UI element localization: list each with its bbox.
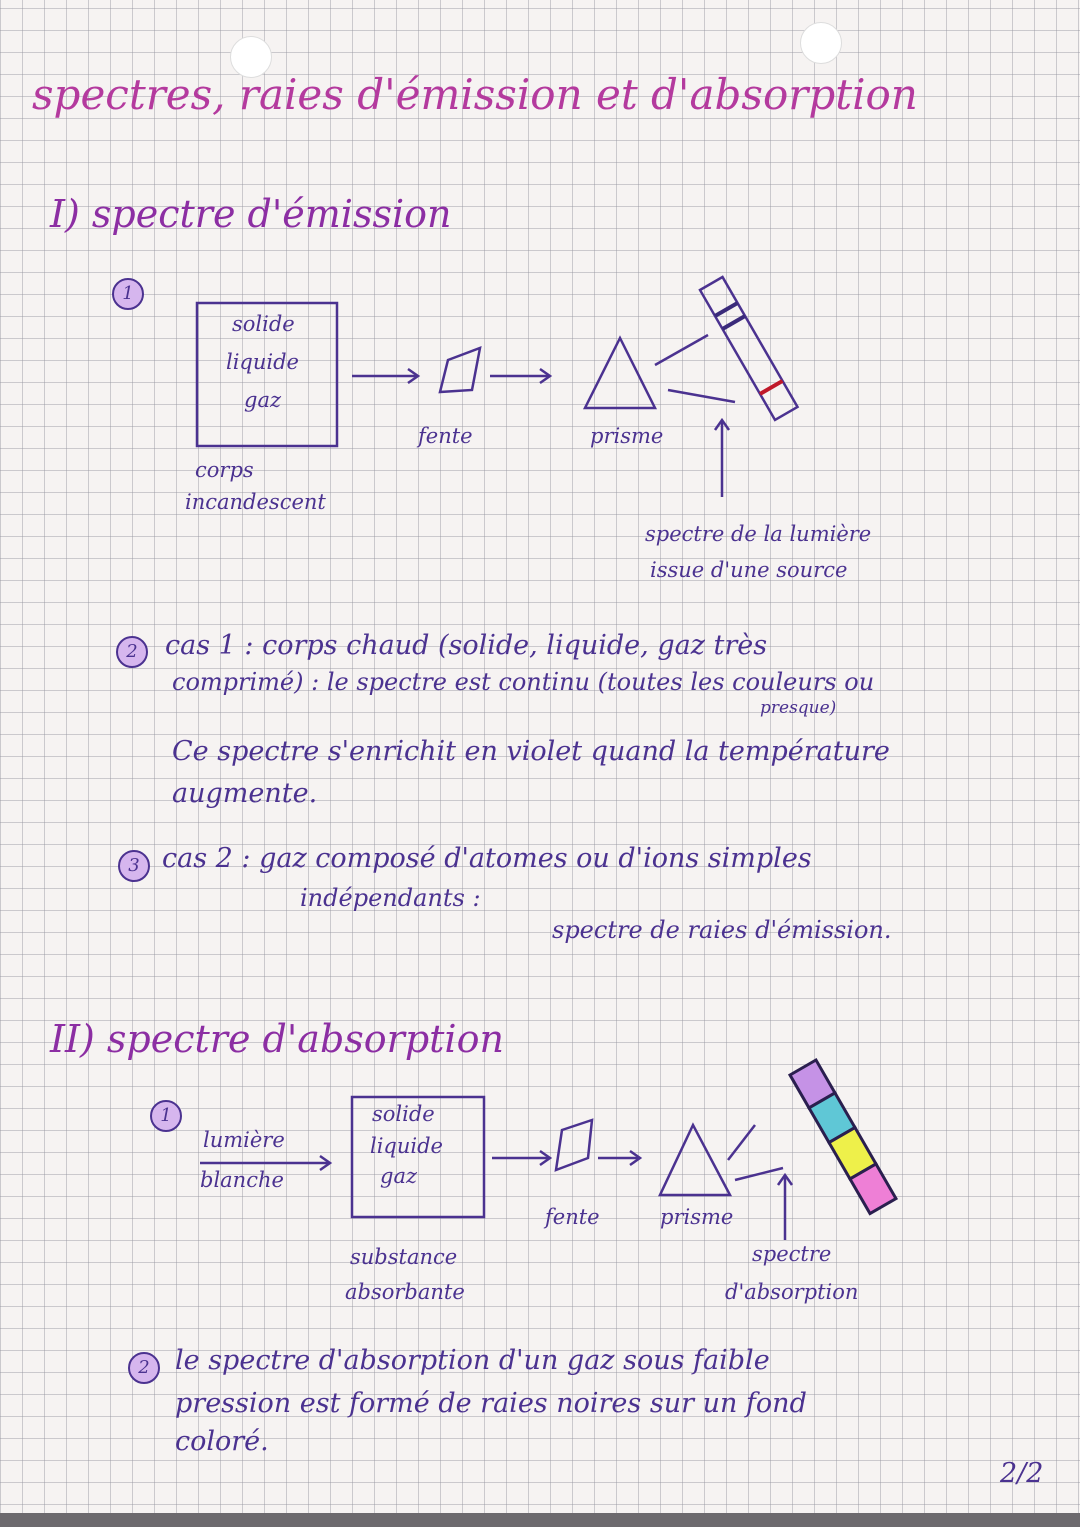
text-line: augmente. [172,778,318,809]
text-line: comprimé) : le spectre est continu (toutes les couleurs ou [172,668,875,696]
page-title: spectres, raies d'émission et d'absorption [32,70,918,119]
slit-icon [556,1120,592,1170]
section-heading-emission: I) spectre d'émission [50,192,452,236]
box-caption: substance [350,1245,458,1269]
section-heading-absorption: II) spectre d'absorption [50,1017,504,1061]
step-number: 3 [118,850,150,882]
box-line: liquide [226,350,299,374]
text-line: le spectre d'absorption d'un gaz sous faible [175,1345,770,1376]
spectrum-caption: issue d'une source [650,558,848,582]
text-line: cas 1 : corps chaud (solide, liquide, gaz très [165,630,768,661]
spectrum-caption: d'absorption [725,1280,859,1304]
box-caption: incandescent [185,490,326,514]
prism-icon [585,338,655,408]
spectrum-caption: spectre [752,1242,832,1266]
box-line: solide [372,1102,435,1126]
slit-label: fente [545,1205,600,1229]
text-line: cas 2 : gaz composé d'atomes ou d'ions simples [162,843,812,874]
box-caption: corps [195,458,254,482]
text-line: presque) [760,698,837,718]
spectrum-caption: spectre de la lumière [645,522,872,546]
page-number: 2/2 [1000,1458,1044,1489]
page-edge [0,1513,1080,1527]
text-line: Ce spectre s'enrichit en violet quand la température [172,736,890,767]
prism-icon [660,1125,730,1195]
box-line: gaz [380,1164,418,1188]
step-number: 2 [128,1352,160,1384]
text-line: spectre de raies d'émission. [552,916,892,944]
light-label: blanche [200,1168,284,1192]
light-label: lumière [203,1128,285,1152]
prism-label: prisme [590,424,664,448]
box-line: solide [232,312,295,336]
prism-label: prisme [660,1205,734,1229]
slit-icon [440,348,480,392]
slit-label: fente [418,424,473,448]
box-line: liquide [370,1134,443,1158]
step-number: 2 [116,636,148,668]
box-caption: absorbante [345,1280,465,1304]
text-line: pression est formé de raies noires sur un fond [175,1388,807,1419]
text-line: coloré. [175,1426,269,1457]
text-line: indépendants : [300,884,481,912]
absorption-spectrum [790,1060,896,1214]
box-line: gaz [244,388,282,412]
step-number: 1 [112,278,144,310]
step-number: 1 [150,1100,182,1132]
